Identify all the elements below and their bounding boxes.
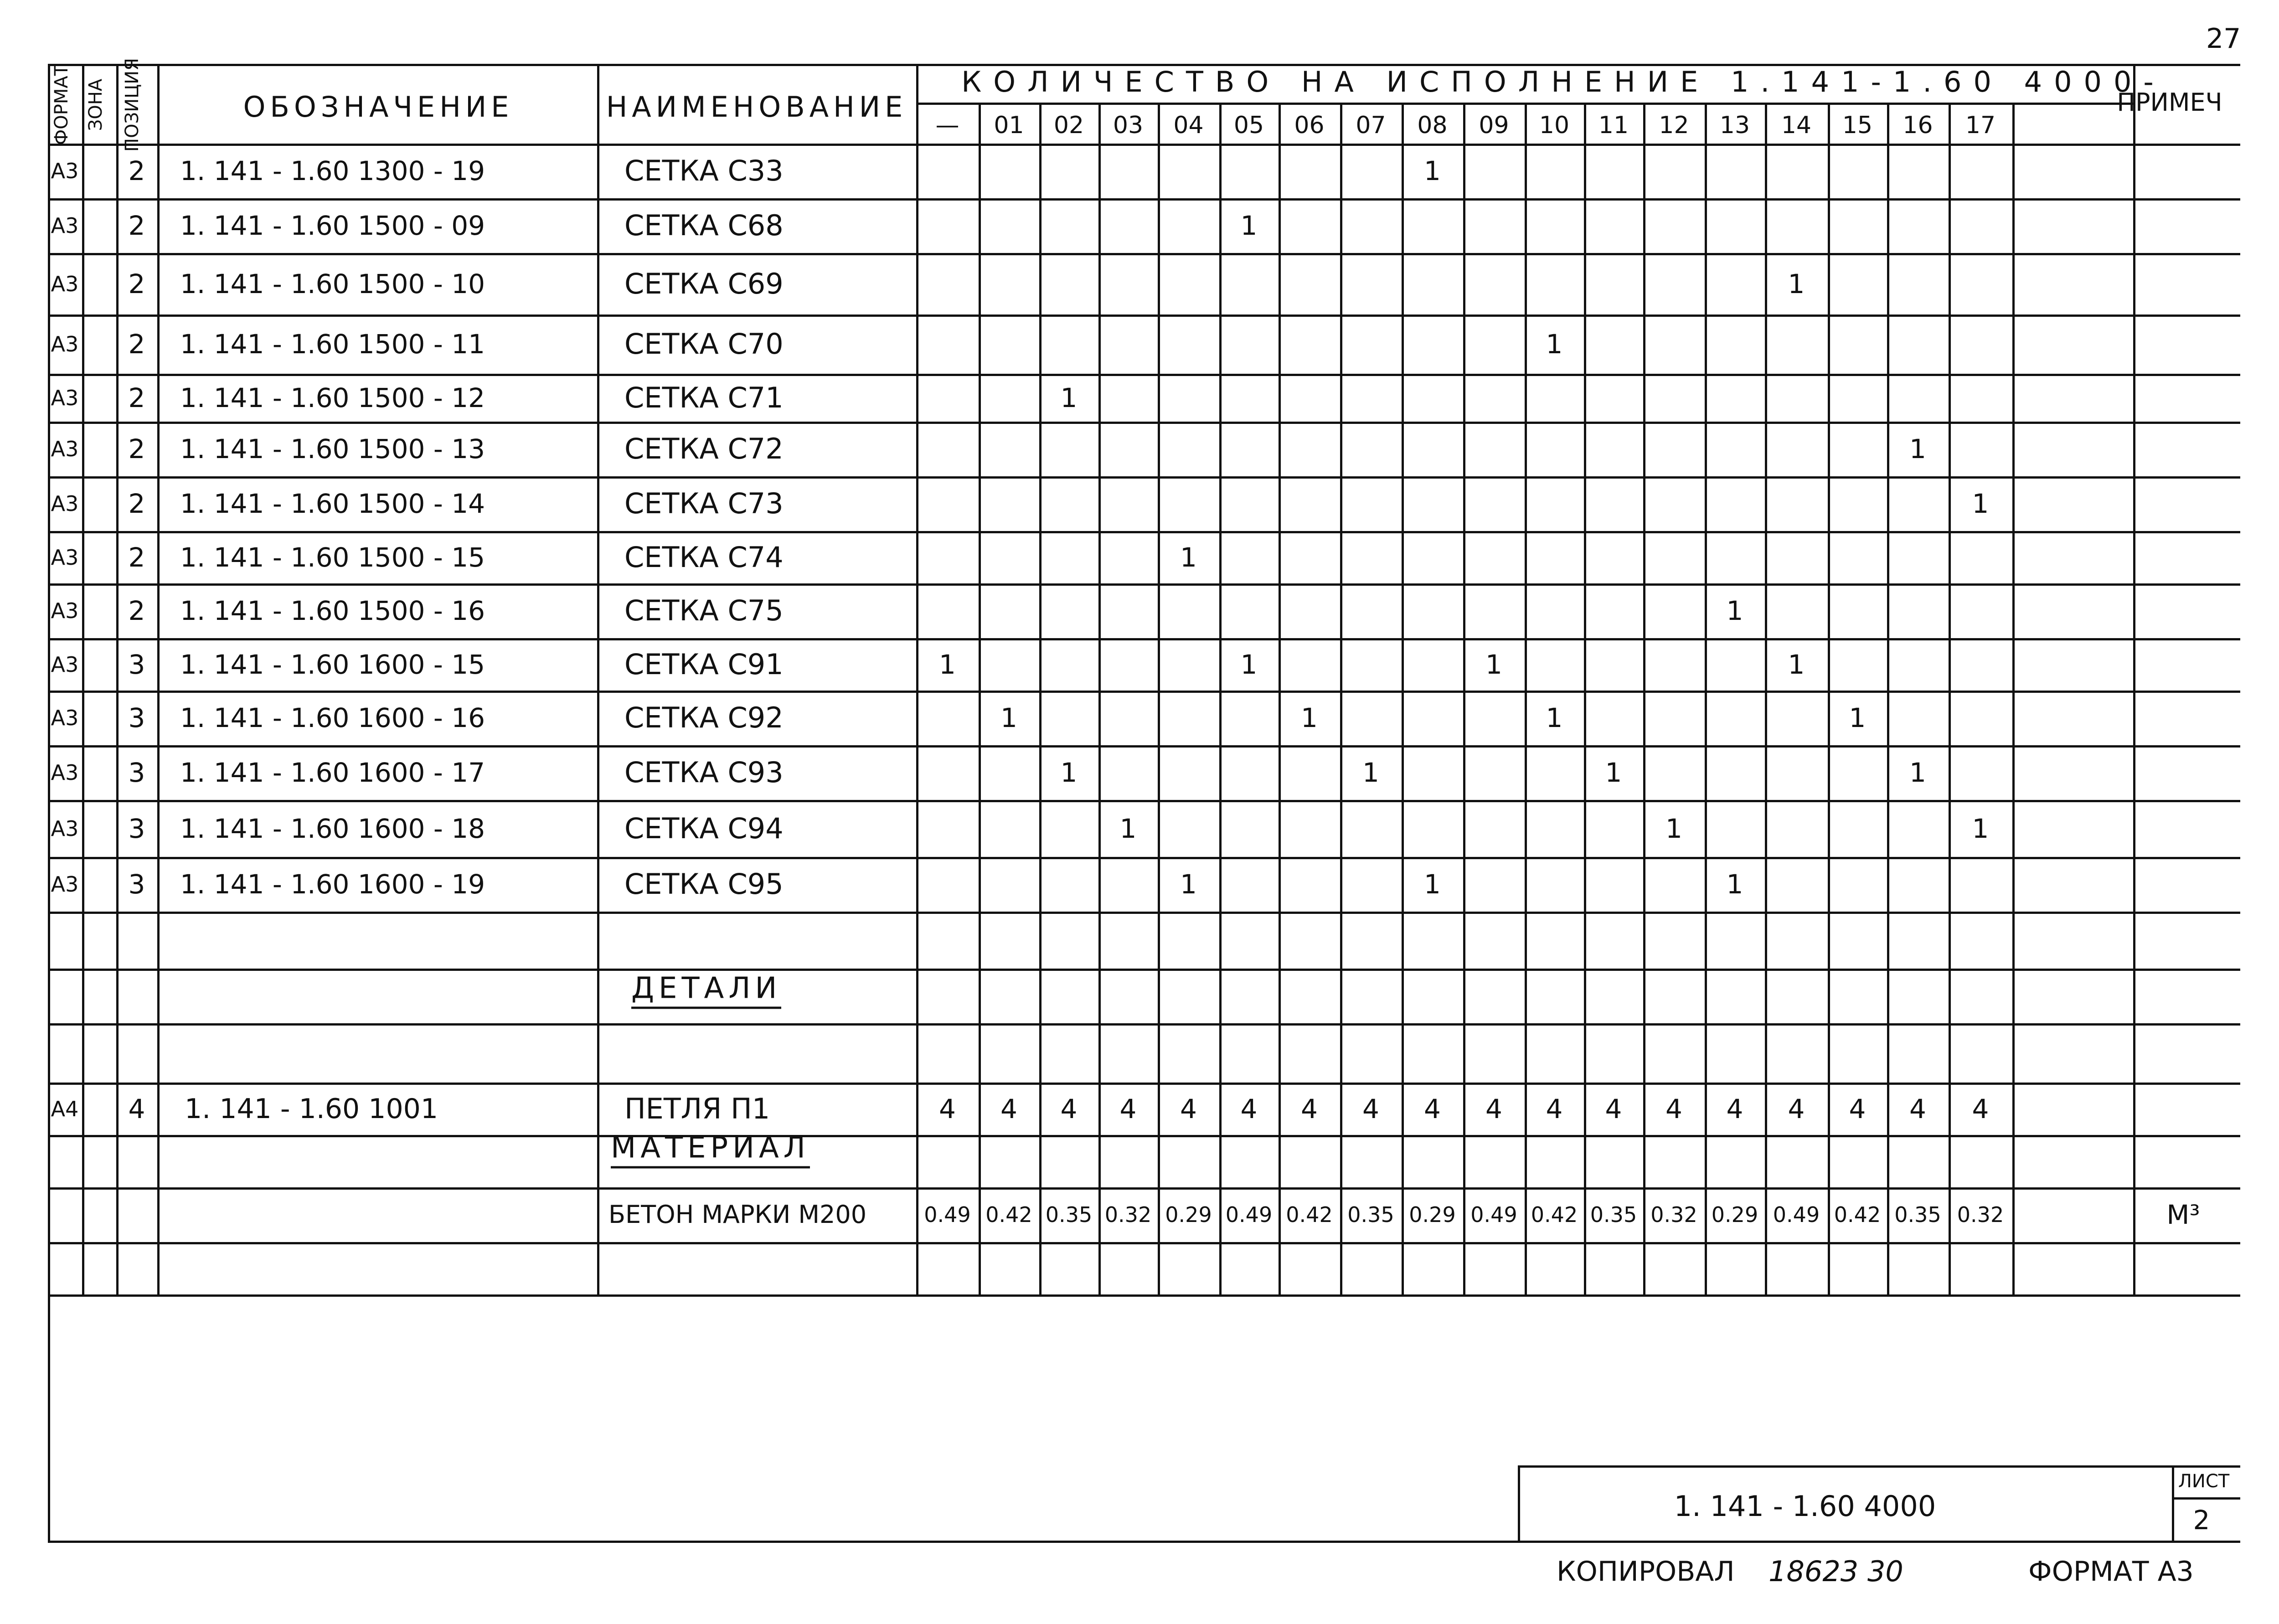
row-line — [48, 422, 2240, 424]
row-line — [48, 531, 2240, 533]
row-line — [48, 857, 2240, 859]
title-block-code: 1. 141 - 1.60 4000 — [1674, 1490, 1936, 1523]
row-zone: 2 — [128, 488, 145, 519]
material-quantity: 0.42 — [1834, 1202, 1881, 1227]
row-quantity-mark: 1 — [1972, 813, 1989, 844]
column-line — [1158, 103, 1160, 1294]
row-name: СЕТКА С95 — [624, 867, 784, 901]
row-zone: 2 — [128, 541, 145, 573]
row-line — [48, 800, 2240, 802]
title-block-sheet-line — [2172, 1465, 2174, 1541]
footer-copied: КОПИРОВАЛ — [1557, 1556, 1735, 1588]
material-quantity: 0.29 — [1165, 1202, 1212, 1227]
variant-header-12: 12 — [1659, 112, 1689, 139]
material-quantity: 0.35 — [1347, 1202, 1394, 1227]
row-quantity-mark: 1 — [1180, 541, 1197, 573]
column-line — [82, 64, 84, 1294]
row-designation: 1. 141 - 1.60 1600 - 19 — [180, 869, 485, 900]
material-heading: МАТЕРИАЛ — [611, 1134, 810, 1169]
row-name: СЕТКА С73 — [624, 487, 784, 520]
detail-quantity: 4 — [1849, 1093, 1866, 1124]
variant-header-7: 07 — [1356, 112, 1386, 139]
row-name: СЕТКА С70 — [624, 327, 784, 361]
header-designation: ОБОЗНАЧЕНИЕ — [243, 90, 514, 124]
detail-quantity: 4 — [1301, 1093, 1318, 1124]
row-designation: 1. 141 - 1.60 1500 - 13 — [180, 433, 485, 464]
row-line — [48, 969, 2240, 971]
row-format: А3 — [51, 159, 79, 183]
row-quantity-mark: 1 — [1000, 702, 1017, 733]
row-quantity-mark: 1 — [1424, 869, 1441, 900]
header-position: ПОЗИЦИЯ — [122, 58, 143, 152]
row-designation: 1. 141 - 1.60 1500 - 10 — [180, 268, 485, 299]
row-quantity-mark: 1 — [1485, 649, 1502, 680]
row-name: СЕТКА С92 — [624, 701, 784, 734]
material-quantity: 0.29 — [1711, 1202, 1758, 1227]
row-name: СЕТКА С94 — [624, 811, 784, 845]
detail-quantity: 4 — [1605, 1093, 1622, 1124]
material-quantity: 0.49 — [1225, 1202, 1273, 1227]
row-format: А3 — [51, 706, 79, 730]
title-block-sheet-divider — [2172, 1497, 2240, 1500]
row-format: А3 — [51, 545, 79, 570]
column-line — [1039, 103, 1042, 1294]
variant-header-2: 02 — [1053, 112, 1084, 139]
row-zone: 2 — [128, 329, 145, 360]
row-zone: 2 — [128, 433, 145, 464]
column-line — [1828, 103, 1830, 1294]
header-format: ФОРМАТ — [51, 64, 72, 145]
column-line — [1219, 103, 1222, 1294]
material-quantity: 0.32 — [1650, 1202, 1697, 1227]
row-name: СЕТКА С74 — [624, 540, 784, 574]
header-zone: ЗОНА — [85, 78, 106, 131]
row-line — [48, 583, 2240, 586]
column-line — [157, 64, 160, 1294]
header-note: ПРИМЕЧ — [2117, 88, 2222, 117]
column-line — [116, 64, 119, 1294]
row-format: А3 — [51, 872, 79, 897]
detail-quantity: 4 — [1485, 1093, 1502, 1124]
row-line — [48, 253, 2240, 255]
material-quantity: 0.32 — [1957, 1202, 2004, 1227]
variant-header-15: 15 — [1842, 112, 1873, 139]
material-quantity: 0.42 — [1286, 1202, 1333, 1227]
row-name: СЕТКА С91 — [624, 647, 784, 681]
detail-format: А4 — [51, 1096, 79, 1121]
material-quantity: 0.35 — [1590, 1202, 1637, 1227]
row-line — [48, 314, 2240, 317]
row-quantity-mark: 1 — [1788, 268, 1805, 299]
row-format: А3 — [51, 213, 79, 238]
variant-header-16: 16 — [1903, 112, 1933, 139]
row-quantity-mark: 1 — [1240, 649, 1258, 680]
variant-header-11: 11 — [1598, 112, 1629, 139]
row-format: А3 — [51, 332, 79, 356]
variant-header-4: 04 — [1173, 112, 1204, 139]
row-designation: 1. 141 - 1.60 1500 - 16 — [180, 595, 485, 626]
row-zone: 3 — [128, 757, 145, 788]
frame-left-line — [48, 1294, 50, 1541]
detail-quantity: 4 — [1000, 1093, 1017, 1124]
header-name: НАИМЕНОВАНИЕ — [606, 90, 907, 124]
variant-header-6: 06 — [1294, 112, 1325, 139]
row-designation: 1. 141 - 1.60 1500 - 09 — [180, 210, 485, 241]
column-line — [1402, 103, 1404, 1294]
row-name: СЕТКА С33 — [624, 154, 784, 187]
row-quantity-mark: 1 — [1180, 869, 1197, 900]
row-line — [48, 1187, 2240, 1190]
row-name: СЕТКА С69 — [624, 267, 784, 300]
column-line — [916, 64, 918, 1294]
row-quantity-mark: 1 — [1240, 210, 1258, 241]
column-line — [1887, 103, 1889, 1294]
row-format: А3 — [51, 385, 79, 410]
variant-header-17: 17 — [1965, 112, 1996, 139]
row-quantity-mark: 1 — [1849, 702, 1866, 733]
row-line — [48, 374, 2240, 376]
row-designation: 1. 141 - 1.60 1500 - 11 — [180, 329, 485, 360]
row-quantity-mark: 1 — [1788, 649, 1805, 680]
detail-quantity: 4 — [1546, 1093, 1563, 1124]
row-quantity-mark: 1 — [1301, 702, 1318, 733]
row-zone: 3 — [128, 813, 145, 844]
row-designation: 1. 141 - 1.60 1600 - 16 — [180, 702, 485, 733]
row-quantity-mark: 1 — [1665, 813, 1682, 844]
title-block-top-line — [1518, 1465, 2240, 1468]
row-format: А3 — [51, 491, 79, 516]
row-quantity-mark: 1 — [1424, 155, 1441, 186]
detail-designation: 1. 141 - 1.60 1001 — [185, 1093, 438, 1125]
row-line — [48, 1023, 2240, 1026]
row-name: СЕТКА С72 — [624, 432, 784, 465]
variant-header-8: 08 — [1417, 112, 1448, 139]
variant-header-1: 01 — [994, 112, 1024, 139]
row-designation: 1. 141 - 1.60 1600 - 15 — [180, 649, 485, 680]
row-zone: 2 — [128, 210, 145, 241]
row-line — [48, 1242, 2240, 1244]
row-name: СЕТКА С93 — [624, 756, 784, 789]
row-zone: 3 — [128, 702, 145, 733]
detail-quantity: 4 — [1240, 1093, 1258, 1124]
variant-header-9: 09 — [1479, 112, 1509, 139]
column-line — [2133, 64, 2135, 1294]
row-zone: 2 — [128, 595, 145, 626]
column-line — [1279, 103, 1281, 1294]
row-quantity-mark: 1 — [939, 649, 956, 680]
row-line — [48, 1294, 2240, 1297]
material-quantity: 0.42 — [985, 1202, 1032, 1227]
variant-header-10: 10 — [1539, 112, 1570, 139]
row-zone: 2 — [128, 268, 145, 299]
row-quantity-mark: 1 — [1909, 757, 1926, 788]
row-quantity-mark: 1 — [1546, 702, 1563, 733]
column-line — [1949, 103, 1951, 1294]
detail-quantity: 4 — [1119, 1093, 1137, 1124]
row-quantity-mark: 1 — [1972, 488, 1989, 519]
material-quantity: 0.35 — [1894, 1202, 1941, 1227]
detail-quantity: 4 — [939, 1093, 956, 1124]
row-zone: 3 — [128, 869, 145, 900]
column-line — [1525, 103, 1527, 1294]
row-designation: 1. 141 - 1.60 1500 - 12 — [180, 382, 485, 413]
row-format: А3 — [51, 598, 79, 623]
detail-quantity: 4 — [1665, 1093, 1682, 1124]
column-line — [979, 103, 981, 1294]
column-line — [1765, 103, 1767, 1294]
variant-header-5: 05 — [1233, 112, 1264, 139]
column-line — [1463, 103, 1465, 1294]
sheet-number: 2 — [2193, 1505, 2210, 1536]
row-zone: 3 — [128, 649, 145, 680]
row-line — [48, 1083, 2240, 1085]
material-quantity: 0.42 — [1531, 1202, 1578, 1227]
row-name: СЕТКА С71 — [624, 381, 784, 414]
detail-zone: 4 — [128, 1093, 145, 1124]
material-quantity: 0.49 — [924, 1202, 971, 1227]
variant-header-13: 13 — [1719, 112, 1750, 139]
material-name: БЕТОН МАРКИ М200 — [608, 1200, 867, 1229]
row-line — [48, 691, 2240, 693]
frame-bottom-line — [48, 1541, 2240, 1543]
column-line — [1098, 103, 1101, 1294]
row-quantity-mark: 1 — [1605, 757, 1622, 788]
row-line — [48, 476, 2240, 479]
row-quantity-mark: 1 — [1060, 757, 1078, 788]
row-line — [48, 1135, 2240, 1137]
row-designation: 1. 141 - 1.60 1500 - 14 — [180, 488, 485, 519]
detail-quantity: 4 — [1362, 1093, 1379, 1124]
row-zone: 2 — [128, 382, 145, 413]
row-name: СЕТКА С75 — [624, 594, 784, 627]
variant-header-3: 03 — [1113, 112, 1144, 139]
detail-quantity: 4 — [1060, 1093, 1078, 1124]
material-quantity: 0.49 — [1470, 1202, 1517, 1227]
row-line — [48, 144, 2240, 146]
column-line — [597, 64, 599, 1294]
row-designation: 1. 141 - 1.60 1500 - 15 — [180, 541, 485, 573]
title-block-left-line — [1518, 1465, 1520, 1541]
row-quantity-mark: 1 — [1909, 433, 1926, 464]
row-format: А3 — [51, 760, 79, 785]
sheet-label: ЛИСТ — [2178, 1471, 2230, 1492]
row-line — [48, 912, 2240, 914]
row-quantity-mark: 1 — [1726, 595, 1743, 626]
row-format: А3 — [51, 652, 79, 677]
detail-quantity: 4 — [1726, 1093, 1743, 1124]
row-line — [48, 745, 2240, 748]
corner-number: 27 — [2206, 23, 2241, 55]
row-format: А3 — [51, 271, 79, 296]
row-quantity-mark: 1 — [1546, 329, 1563, 360]
row-format: А3 — [51, 437, 79, 461]
row-quantity-mark: 1 — [1060, 382, 1078, 413]
detail-name: ПЕТЛЯ П1 — [624, 1092, 770, 1125]
row-designation: 1. 141 - 1.60 1300 - 19 — [180, 155, 485, 186]
detail-quantity: 4 — [1972, 1093, 1989, 1124]
footer-copy-number: 18623 30 — [1769, 1555, 1903, 1588]
detail-quantity: 4 — [1909, 1093, 1926, 1124]
column-line — [48, 64, 50, 1294]
variant-header-14: 14 — [1781, 112, 1812, 139]
row-line — [48, 638, 2240, 640]
row-quantity-mark: 1 — [1726, 869, 1743, 900]
column-line — [2012, 103, 2015, 1294]
material-quantity: 0.35 — [1045, 1202, 1093, 1227]
row-name: СЕТКА С68 — [624, 209, 784, 242]
column-line — [1340, 103, 1342, 1294]
row-quantity-mark: 1 — [1362, 757, 1379, 788]
material-quantity: 0.32 — [1104, 1202, 1152, 1227]
row-line — [48, 198, 2240, 201]
detail-quantity: 4 — [1180, 1093, 1197, 1124]
material-quantity: 0.49 — [1773, 1202, 1820, 1227]
row-zone: 2 — [128, 155, 145, 186]
row-quantity-mark: 1 — [1119, 813, 1137, 844]
material-quantity: 0.29 — [1409, 1202, 1456, 1227]
detail-quantity: 4 — [1424, 1093, 1441, 1124]
column-line — [1643, 103, 1645, 1294]
row-format: А3 — [51, 816, 79, 841]
column-line — [1584, 103, 1586, 1294]
detail-quantity: 4 — [1788, 1093, 1805, 1124]
row-designation: 1. 141 - 1.60 1600 - 17 — [180, 757, 485, 788]
footer-format: ФОРМАТ А3 — [2028, 1556, 2194, 1588]
variant-header-0: — — [935, 112, 959, 139]
row-designation: 1. 141 - 1.60 1600 - 18 — [180, 813, 485, 844]
material-unit: М³ — [2166, 1199, 2200, 1230]
header-quantity: КОЛИЧЕСТВО НА ИСПОЛНЕНИЕ 1.141-1.60 4000- — [961, 65, 2166, 98]
column-line — [1705, 103, 1707, 1294]
details-heading: ДЕТАЛИ — [631, 974, 781, 1009]
